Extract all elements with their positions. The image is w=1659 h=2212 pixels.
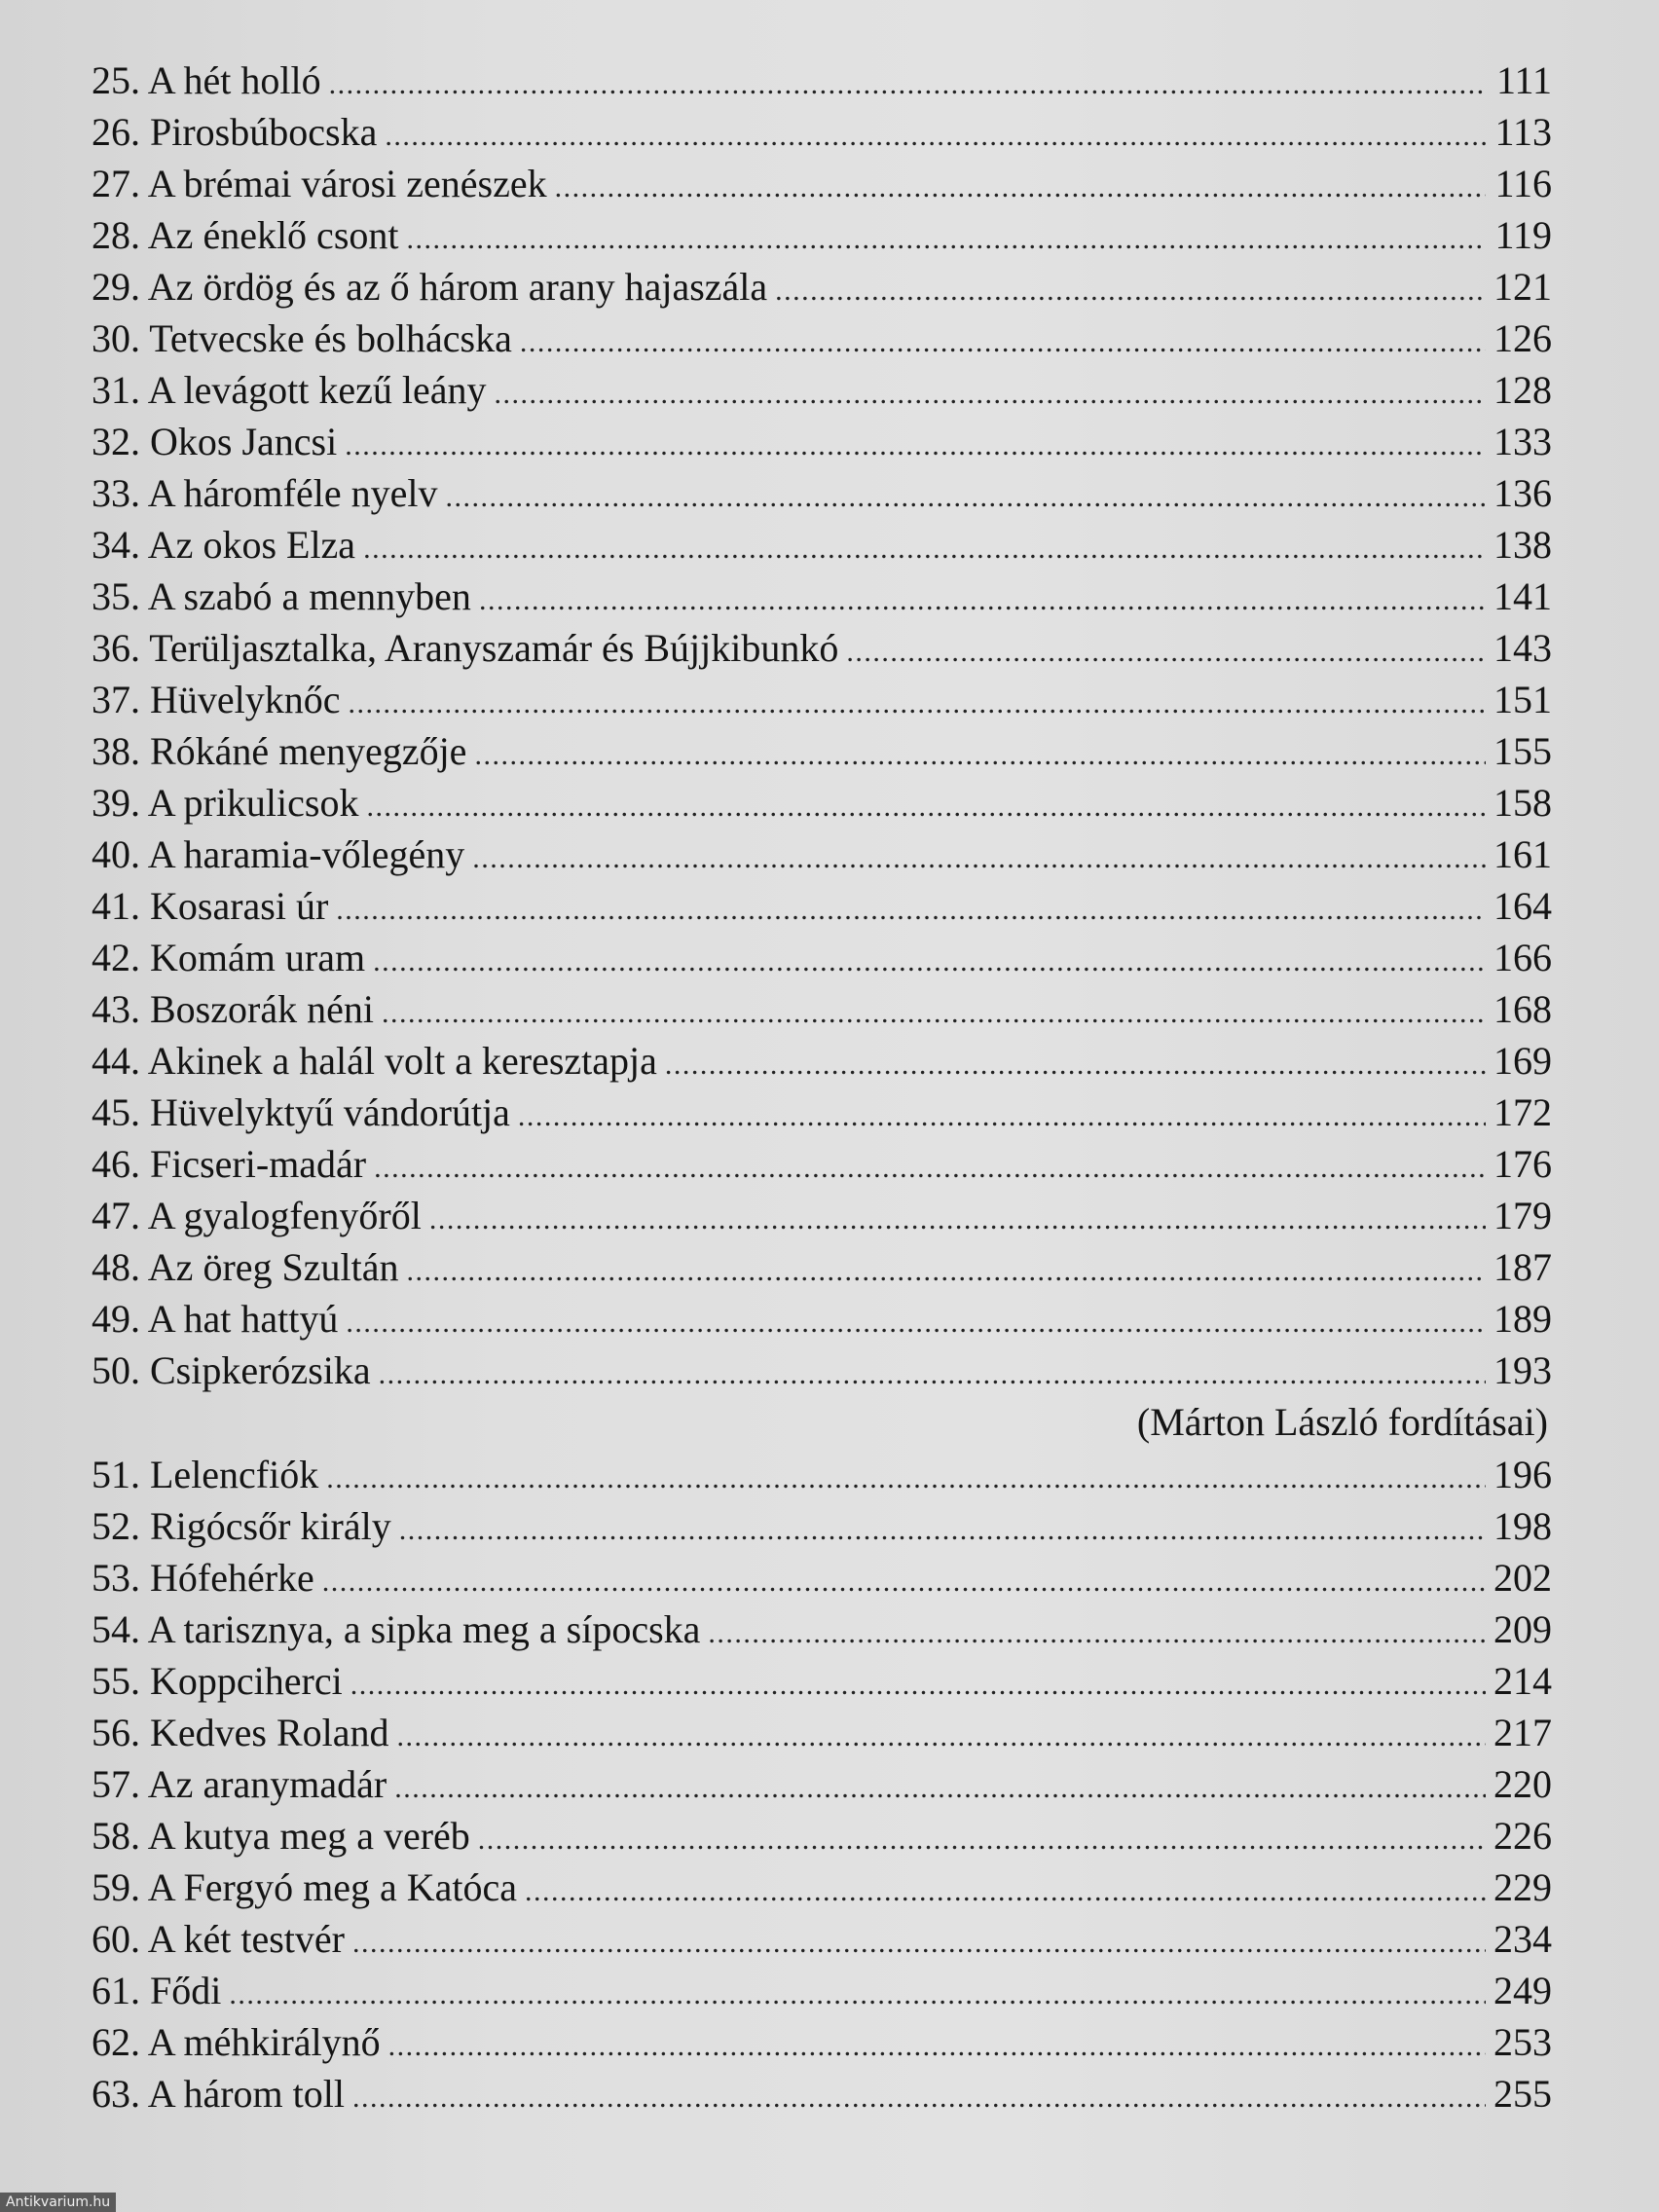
dot-leader	[349, 678, 1486, 729]
toc-entry-text: A kutya meg a veréb	[147, 1814, 470, 1858]
dot-leader	[397, 1711, 1486, 1762]
dot-leader	[336, 884, 1486, 936]
toc-page-number: 133	[1493, 420, 1552, 463]
dot-leader	[352, 1917, 1486, 1969]
toc-entry-text: A tarisznya, a sipka meg a sípocska	[147, 1607, 701, 1651]
toc-entry-number: 45.	[92, 1090, 140, 1134]
toc-entry-number: 25.	[92, 58, 140, 102]
toc-entry	[92, 1707, 1552, 1758]
toc-entry-number: 49.	[92, 1297, 140, 1341]
toc-entry-title	[92, 209, 407, 261]
dot-leader	[229, 1969, 1486, 2020]
toc-entry-title	[92, 1552, 322, 1604]
toc-entry-title	[92, 1810, 478, 1862]
toc-entry-text: Az ördög és az ő három arany hajaszála	[147, 265, 768, 309]
toc-entry-text: A hat hattyú	[147, 1297, 339, 1341]
toc-entry-number: 32.	[92, 420, 140, 463]
toc-entry-text: Boszorák néni	[150, 987, 374, 1031]
toc-entry-text: Az öreg Szultán	[147, 1245, 399, 1289]
dot-leader	[555, 162, 1486, 213]
toc-entry-number: 31.	[92, 368, 140, 412]
toc-entry-text: A haramia-vőlegény	[147, 832, 465, 876]
dot-leader	[665, 1039, 1486, 1090]
toc-entry-text: A két testvér	[147, 1917, 345, 1961]
toc-entry-number: 58.	[92, 1814, 140, 1858]
toc-page-number: 126	[1493, 316, 1552, 360]
dot-leader	[379, 1348, 1486, 1400]
toc-section-1	[92, 55, 1552, 1396]
toc-entry	[92, 725, 1552, 777]
toc-entry-text: Fődi	[150, 1969, 222, 2012]
toc-entry-title	[92, 1293, 346, 1345]
toc-entry-number: 47.	[92, 1194, 140, 1237]
toc-page-number: 196	[1493, 1453, 1552, 1496]
toc-entry-text: Az okos Elza	[147, 523, 356, 567]
toc-entry-number: 44.	[92, 1039, 140, 1083]
toc-entry-number: 60.	[92, 1917, 140, 1961]
toc-entry-title	[92, 1913, 352, 1965]
toc-entry	[92, 364, 1552, 416]
toc-page-number: 166	[1493, 936, 1552, 979]
dot-leader	[322, 1556, 1486, 1607]
toc-entry-number: 63.	[92, 2072, 140, 2116]
toc-entry-title	[92, 1965, 229, 2016]
dot-leader	[429, 1194, 1486, 1245]
toc-entry-text: A Fergyó meg a Katóca	[147, 1865, 517, 1909]
toc-entry	[92, 1035, 1552, 1087]
toc-entry	[92, 1241, 1552, 1293]
toc-entry-number: 52.	[92, 1504, 140, 1548]
toc-entry-number: 42.	[92, 936, 140, 979]
toc-entry	[92, 2016, 1552, 2068]
toc-page-number: 220	[1493, 1762, 1552, 1806]
toc-entry-title	[92, 880, 336, 932]
toc-entry-number: 41.	[92, 884, 140, 928]
toc-page-number: 193	[1493, 1348, 1552, 1392]
dot-leader	[382, 987, 1486, 1039]
toc-entry-title	[92, 467, 445, 519]
toc-page-number: 209	[1493, 1607, 1552, 1651]
toc-entry-title	[92, 106, 385, 158]
toc-page-number: 128	[1493, 368, 1552, 412]
toc-page-number: 164	[1493, 884, 1552, 928]
dot-leader	[374, 1142, 1486, 1194]
toc-entry	[92, 622, 1552, 674]
toc-entry-title	[92, 571, 479, 622]
toc-entry-title	[92, 158, 555, 209]
toc-entry-number: 34.	[92, 523, 140, 567]
toc-entry-title	[92, 55, 329, 106]
toc-section-2	[92, 1449, 1552, 2120]
toc-entry-number: 39.	[92, 781, 140, 825]
toc-entry-title	[92, 1604, 708, 1655]
toc-entry	[92, 55, 1552, 106]
toc-entry-text: Lelencfiók	[150, 1453, 319, 1496]
toc-entry-title	[92, 622, 846, 674]
dot-leader	[366, 781, 1486, 832]
toc-entry	[92, 829, 1552, 880]
toc-entry	[92, 313, 1552, 364]
dot-leader	[346, 1297, 1486, 1348]
toc-page-number: 168	[1493, 987, 1552, 1031]
toc-entry-number: 35.	[92, 574, 140, 618]
toc-entry-number: 61.	[92, 1969, 140, 2012]
toc-entry-title	[92, 1707, 397, 1758]
toc-entry-title	[92, 519, 363, 571]
toc-page-number: 143	[1493, 626, 1552, 670]
toc-entry-text: A szabó a mennyben	[147, 574, 471, 618]
toc-entry-text: Hüvelyknőc	[150, 678, 341, 721]
toc-entry-text: Akinek a halál volt a keresztapja	[147, 1039, 657, 1083]
toc-entry-text: Hófehérke	[150, 1556, 314, 1600]
toc-entry	[92, 1913, 1552, 1965]
toc-entry	[92, 158, 1552, 209]
toc-entry	[92, 571, 1552, 622]
toc-entry-title	[92, 1087, 518, 1138]
toc-entry-title	[92, 313, 520, 364]
toc-entry	[92, 1604, 1552, 1655]
toc-entry-number: 54.	[92, 1607, 140, 1651]
toc-entry-number: 37.	[92, 678, 140, 721]
dot-leader	[373, 936, 1486, 987]
dot-leader	[329, 58, 1486, 110]
toc-entry	[92, 674, 1552, 725]
toc-entry-title	[92, 1655, 350, 1707]
toc-page-number: 234	[1493, 1917, 1552, 1961]
toc-page-number: 136	[1493, 471, 1552, 515]
toc-entry	[92, 261, 1552, 313]
toc-page-number: 179	[1493, 1194, 1552, 1237]
toc-page-number: 226	[1493, 1814, 1552, 1858]
toc-entry-text: Az éneklő csont	[147, 213, 399, 257]
toc-entry-number: 56.	[92, 1711, 140, 1754]
toc-entry-title	[92, 2016, 388, 2068]
toc-entry-title	[92, 674, 349, 725]
toc-entry	[92, 1293, 1552, 1345]
toc-entry-number: 27.	[92, 162, 140, 205]
dot-leader	[363, 523, 1486, 574]
toc-entry-text: Koppciherci	[150, 1659, 343, 1703]
dot-leader	[520, 316, 1486, 368]
toc-page-number: 172	[1493, 1090, 1552, 1134]
toc-entry-title	[92, 261, 775, 313]
dot-leader	[478, 1814, 1486, 1865]
toc-page-number: 187	[1493, 1245, 1552, 1289]
toc-page-number: 121	[1493, 265, 1552, 309]
toc-entry	[92, 1345, 1552, 1396]
dot-leader	[494, 368, 1486, 420]
dot-leader	[846, 626, 1486, 678]
dot-leader	[385, 110, 1486, 162]
toc-page-number: 253	[1493, 2020, 1552, 2064]
toc-entry-title	[92, 932, 373, 983]
dot-leader	[352, 2072, 1486, 2123]
toc-entry-text: Az aranymadár	[147, 1762, 387, 1806]
toc-entry-text: Rókáné menyegzője	[150, 729, 467, 773]
toc-entry	[92, 1500, 1552, 1552]
dot-leader	[326, 1453, 1486, 1504]
dot-leader	[775, 265, 1486, 316]
toc-entry-text: A levágott kezű leány	[147, 368, 487, 412]
toc-entry-text: Pirosbúbocska	[150, 110, 378, 154]
toc-entry-title	[92, 1190, 429, 1241]
dot-leader	[399, 1504, 1486, 1556]
toc-entry	[92, 1758, 1552, 1810]
dot-leader	[708, 1607, 1486, 1659]
dot-leader	[407, 1245, 1487, 1297]
toc-page-number: 169	[1493, 1039, 1552, 1083]
toc-entry	[92, 1862, 1552, 1913]
toc-page-number: 151	[1493, 678, 1552, 721]
toc-entry-title	[92, 2068, 352, 2120]
toc-entry-title	[92, 983, 382, 1035]
toc-entry	[92, 777, 1552, 829]
toc-entry-number: 26.	[92, 110, 140, 154]
toc-page-number: 198	[1493, 1504, 1552, 1548]
watermark: Antikvarium.hu	[0, 2193, 116, 2212]
toc-entry-number: 40.	[92, 832, 140, 876]
dot-leader	[388, 2020, 1486, 2072]
toc-entry-number: 57.	[92, 1762, 140, 1806]
dot-leader	[474, 729, 1486, 781]
toc-page-number: 111	[1495, 58, 1552, 102]
toc-page-number: 141	[1493, 574, 1552, 618]
dot-leader	[479, 574, 1486, 626]
toc-entry-title	[92, 777, 366, 829]
toc-entry	[92, 983, 1552, 1035]
toc-page-number: 155	[1493, 729, 1552, 773]
toc-entry-number: 29.	[92, 265, 140, 309]
toc-entry	[92, 209, 1552, 261]
toc-entry	[92, 1965, 1552, 2016]
toc-entry-text: Kosarasi úr	[150, 884, 329, 928]
toc-entry	[92, 932, 1552, 983]
toc-page-number: 119	[1494, 213, 1552, 257]
toc-entry-text: Csipkerózsika	[150, 1348, 371, 1392]
toc-entry	[92, 880, 1552, 932]
toc-entry-number: 36.	[92, 626, 140, 670]
toc-page-number: 217	[1493, 1711, 1552, 1754]
table-of-contents	[92, 55, 1552, 2120]
toc-entry-title	[92, 829, 472, 880]
toc-entry	[92, 1655, 1552, 1707]
toc-entry-title	[92, 1241, 407, 1293]
toc-entry	[92, 1552, 1552, 1604]
toc-entry-title	[92, 1035, 665, 1087]
toc-entry-title	[92, 364, 494, 416]
toc-entry	[92, 1138, 1552, 1190]
toc-entry-title	[92, 1758, 394, 1810]
dot-leader	[472, 832, 1486, 884]
toc-entry	[92, 1810, 1552, 1862]
toc-entry-number: 62.	[92, 2020, 140, 2064]
toc-page-number: 214	[1493, 1659, 1552, 1703]
toc-page-number: 229	[1493, 1865, 1552, 1909]
toc-entry	[92, 1087, 1552, 1138]
toc-entry-number: 48.	[92, 1245, 140, 1289]
toc-entry	[92, 106, 1552, 158]
toc-entry-text: A háromféle nyelv	[147, 471, 438, 515]
toc-entry-number: 55.	[92, 1659, 140, 1703]
toc-entry-text: A méhkirálynő	[147, 2020, 381, 2064]
toc-entry	[92, 1190, 1552, 1241]
toc-entry-text: Rigócsőr király	[150, 1504, 391, 1548]
toc-entry-number: 53.	[92, 1556, 140, 1600]
toc-page-number: 138	[1493, 523, 1552, 567]
toc-entry	[92, 1449, 1552, 1500]
dot-leader	[445, 471, 1486, 523]
dot-leader	[394, 1762, 1486, 1814]
toc-page-number: 161	[1493, 832, 1552, 876]
toc-entry	[92, 416, 1552, 467]
toc-entry-text: Terüljasztalka, Aranyszamár és Bújjkibunkó	[149, 626, 839, 670]
toc-entry-title	[92, 416, 345, 467]
toc-entry-text: Tetvecske és bolhácska	[149, 316, 512, 360]
toc-entry-text: Ficseri-madár	[150, 1142, 367, 1186]
dot-leader	[350, 1659, 1486, 1711]
toc-entry-text: Komám uram	[150, 936, 366, 979]
toc-entry-title	[92, 1138, 374, 1190]
toc-entry-title	[92, 725, 474, 777]
dot-leader	[345, 420, 1486, 471]
toc-page-number: 116	[1494, 162, 1552, 205]
toc-entry-text: Okos Jancsi	[150, 420, 338, 463]
dot-leader	[407, 213, 1487, 265]
toc-page-number: 176	[1493, 1142, 1552, 1186]
toc-entry	[92, 519, 1552, 571]
toc-entry	[92, 467, 1552, 519]
toc-entry-number: 46.	[92, 1142, 140, 1186]
toc-entry-title	[92, 1500, 399, 1552]
toc-entry-title	[92, 1862, 525, 1913]
toc-entry-number: 30.	[92, 316, 140, 360]
toc-entry-text: Kedves Roland	[150, 1711, 389, 1754]
toc-entry-number: 38.	[92, 729, 140, 773]
toc-entry-text: A gyalogfenyőről	[147, 1194, 422, 1237]
toc-page-number: 202	[1493, 1556, 1552, 1600]
section-note: (Márton László fordításai)	[1136, 1400, 1548, 1444]
toc-entry-number: 59.	[92, 1865, 140, 1909]
toc-entry	[92, 2068, 1552, 2120]
toc-entry-number: 51.	[92, 1453, 140, 1496]
toc-entry-number: 28.	[92, 213, 140, 257]
toc-entry-title	[92, 1449, 326, 1500]
toc-page-number: 255	[1493, 2072, 1552, 2116]
toc-entry-title	[92, 1345, 379, 1396]
toc-entry-text: A brémai városi zenészek	[147, 162, 547, 205]
dot-leader	[518, 1090, 1486, 1142]
toc-entry-number: 43.	[92, 987, 140, 1031]
toc-entry-text: Hüvelyktyű vándorútja	[150, 1090, 510, 1134]
toc-page-number: 249	[1493, 1969, 1552, 2012]
toc-entry-number: 50.	[92, 1348, 140, 1392]
toc-page-number: 158	[1493, 781, 1552, 825]
toc-page-number: 113	[1494, 110, 1552, 154]
toc-entry-text: A hét holló	[147, 58, 321, 102]
toc-entry-text: A három toll	[147, 2072, 346, 2116]
toc-entry-text: A prikulicsok	[147, 781, 359, 825]
toc-entry-number: 33.	[92, 471, 140, 515]
toc-page-number: 189	[1493, 1297, 1552, 1341]
dot-leader	[525, 1865, 1486, 1917]
